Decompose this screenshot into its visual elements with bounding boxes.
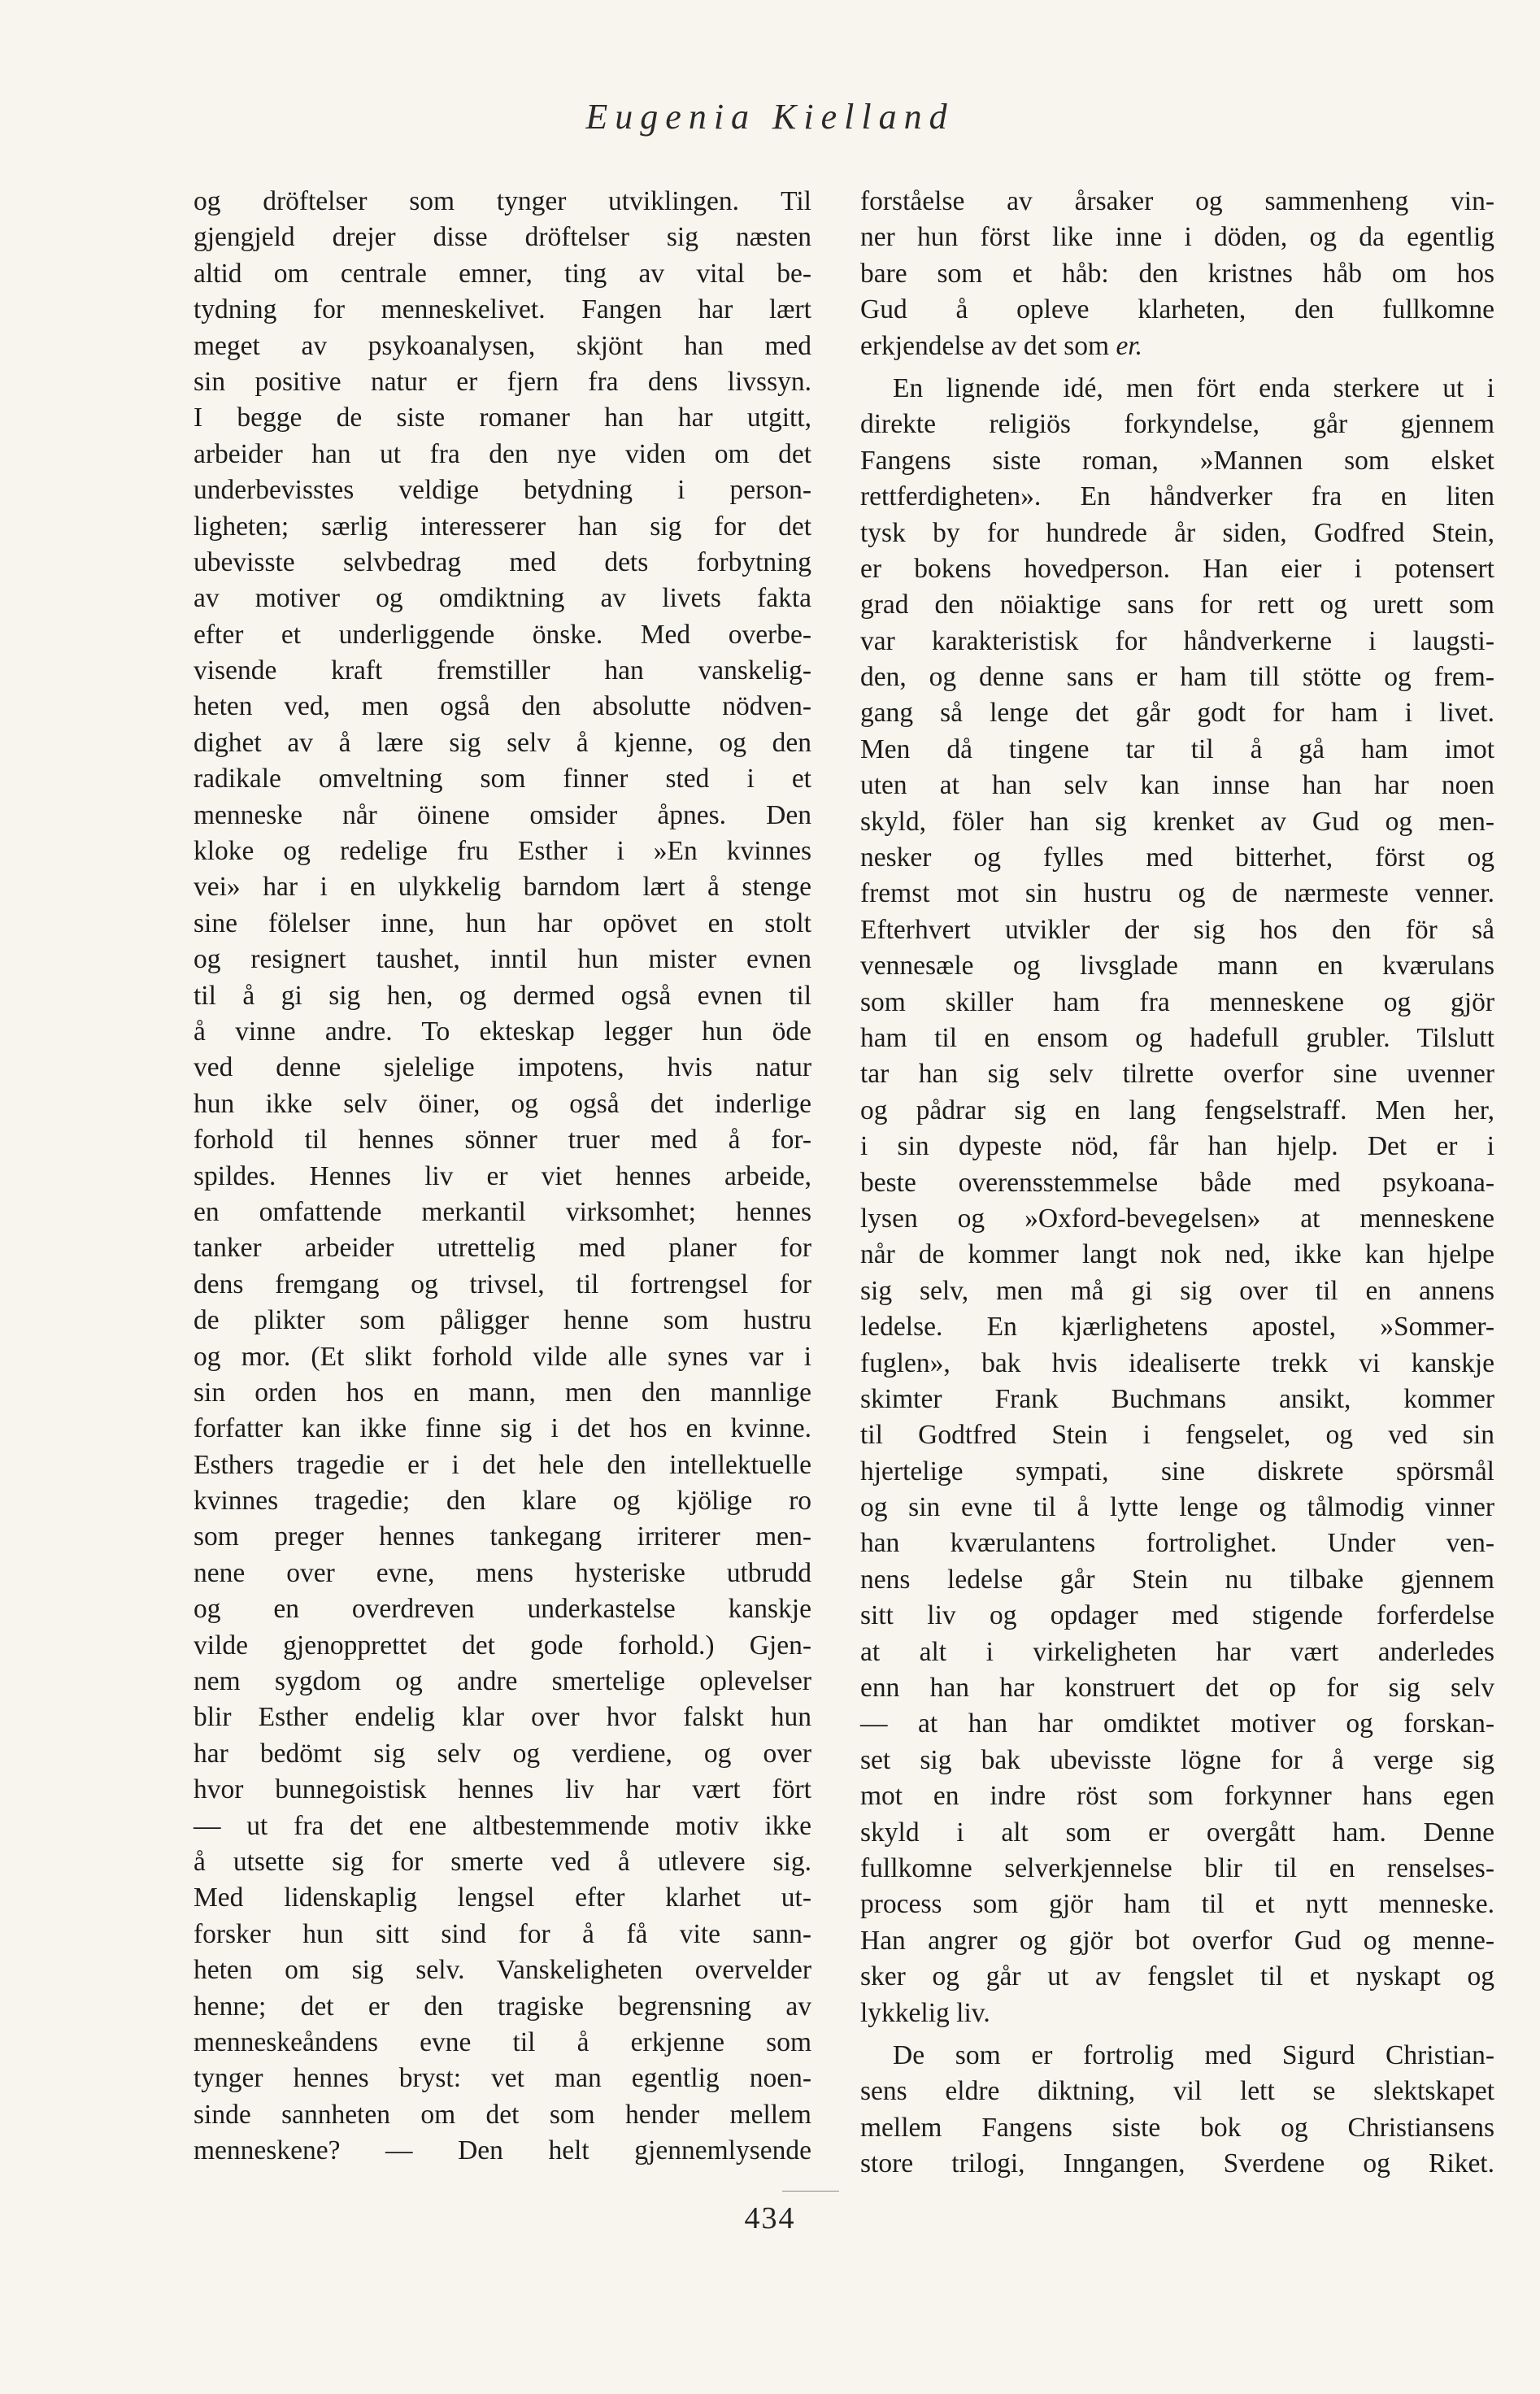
text-line: og dröftelser som tynger utviklingen. Til	[194, 186, 811, 216]
text-line: tysk by for hundrede år siden, Godfred Stein,	[860, 517, 1494, 548]
text-line: sine fölelser inne, hun har opövet en stolt	[194, 908, 811, 938]
text-line: sinde sannheten om det som hender mellem	[194, 2099, 811, 2130]
text-line: altid om centrale emner, ting av vital be-	[194, 258, 811, 289]
text-line: og sin evne til å lytte lenge og tålmodig vinner	[860, 1492, 1494, 1523]
emphasis: er.	[1116, 330, 1143, 361]
text-line: tanker arbeider utrettelig med planer for	[194, 1233, 811, 1264]
text-line: set sig bak ubevisste lögne for å verge sig	[860, 1744, 1494, 1775]
text-line: at alt i virkeligheten har vært anderledes	[860, 1636, 1494, 1667]
text-line: har bedömt sig selv og verdiene, og over	[194, 1738, 811, 1769]
text-line: Esthers tragedie er i det hele den intellektuelle	[194, 1449, 811, 1480]
text-line: vei» har i en ulykkelig barndom lært å stenge	[194, 872, 811, 903]
text-line: sin orden hos en mann, men den mannlige	[194, 1377, 811, 1408]
text-line: — at han har omdiktet motiver og forskan-	[860, 1708, 1494, 1739]
paragraph-gap	[860, 2031, 1494, 2038]
text-line: gang så lenge det går godt for ham i livet.	[860, 698, 1494, 729]
text-line: menneskene? — Den helt gjennemlysende	[194, 2135, 811, 2166]
text-line: meget av psykoanalysen, skjönt han med	[194, 330, 811, 361]
text-line: vilde gjenopprettet det gode forhold.) Gjen-	[194, 1630, 811, 1661]
text-line: menneske når öinene omsider åpnes. Den	[194, 799, 811, 830]
text-line: De som er fortrolig med Sigurd Christian-	[893, 2039, 1494, 2070]
text-line: Efterhvert utvikler der sig hos den för så	[860, 914, 1494, 945]
text-line: og en overdreven underkastelse kanskje	[194, 1594, 811, 1625]
left-column	[194, 184, 811, 2169]
running-header: Eugenia Kielland	[585, 97, 955, 137]
text-line: sig selv, men må gi sig over til en annens	[860, 1275, 1494, 1306]
text-line: var karakteristisk for håndverkerne i laugsti-	[860, 625, 1494, 656]
text-line: forfatter kan ikke finne sig i det hos en kvinne.	[194, 1413, 811, 1444]
text-line: av motiver og omdiktning av livets fakta	[194, 583, 811, 614]
text-line: som skiller ham fra menneskene og gjör	[860, 986, 1494, 1017]
text-line: — ut fra det ene altbestemmende motiv ikke	[194, 1810, 811, 1841]
right-column	[860, 184, 1494, 2182]
text-line: ved denne sjelelige impotens, hvis natur	[194, 1052, 811, 1083]
text-line: radikale omveltning som finner sted i et	[194, 764, 811, 794]
text-line: Fangens siste roman, »Mannen som elsket	[860, 445, 1494, 476]
text-line: til å gi sig hen, og dermed også evnen til	[194, 980, 811, 1011]
text-line: og mor. (Et slikt forhold vilde alle synes var i	[194, 1341, 811, 1372]
text-line: lysen og »Oxford-bevegelsen» at menneskene	[860, 1203, 1494, 1234]
text-line: i sin dypeste nöd, får han hjelp. Det er i	[860, 1131, 1494, 1162]
text-line: dens fremgang og trivsel, til fortrengsel for	[194, 1269, 811, 1299]
text-line: En lignende idé, men fört enda sterkere ut i	[893, 372, 1494, 403]
text-line: forhold til hennes sönner truer med å for-	[194, 1125, 811, 1156]
text-line: er bokens hovedperson. Han eier i potensert	[860, 553, 1494, 584]
text-line: heten ved, men også den absolutte nödven-	[194, 691, 811, 722]
text-line: hjertelige sympati, sine diskrete spörsmål	[860, 1456, 1494, 1486]
text-line: beste overensstemmelse både med psykoana-	[860, 1167, 1494, 1198]
text-line: tydning for menneskelivet. Fangen har lært	[194, 294, 811, 325]
text-line: sin positive natur er fjern fra dens livssyn.	[194, 366, 811, 397]
text-line: store trilogi, Inngangen, Sverdene og Riket.	[860, 2148, 1494, 2179]
page-number: 434	[744, 2201, 796, 2235]
text-line: gjengjeld drejer disse dröftelser sig næsten	[194, 222, 811, 253]
paragraph-gap	[860, 364, 1494, 371]
text-line: skimter Frank Buchmans ansikt, kommer	[860, 1383, 1494, 1414]
text-line: underbevisstes veldige betydning i person-	[194, 475, 811, 506]
text-line: vennesæle og livsglade mann en kværulans	[860, 951, 1494, 982]
text-line: ligheten; særlig interesserer han sig for det	[194, 511, 811, 542]
text-line: mellem Fangens siste bok og Christiansens	[860, 2112, 1494, 2143]
text-line: kvinnes tragedie; den klare og kjölige ro	[194, 1486, 811, 1517]
text-line: menneskeåndens evne til å erkjenne som	[194, 2026, 811, 2057]
paragraph	[860, 2038, 1494, 2183]
text-line: nesker og fylles med bitterhet, först og	[860, 842, 1494, 873]
paragraph	[860, 184, 1494, 329]
paragraph	[860, 371, 1494, 2031]
text-line: den, og denne sans er ham till stötte og frem-	[860, 662, 1494, 693]
text-line: ledelse. En kjærlighetens apostel, »Sommer-	[860, 1312, 1494, 1343]
text-line: lykkelig liv.	[860, 1997, 990, 2028]
text-line: som preger hennes tankegang irriterer men-	[194, 1521, 811, 1552]
text-line: de plikter som påligger henne som hustru	[194, 1305, 811, 1336]
text-line: visende kraft fremstiller han vanskelig-	[194, 655, 811, 686]
text-line: skyld i alt som er overgått ham. Denne	[860, 1817, 1494, 1848]
text-line: til Godtfred Stein i fengselet, og ved sin	[860, 1420, 1494, 1451]
text-line: heten om sig selv. Vanskeligheten overvelder	[194, 1955, 811, 1986]
text-line: efter et underliggende önske. Med overbe-	[194, 619, 811, 650]
text-line: fremst mot sin hustru og de nærmeste venner.	[860, 878, 1494, 909]
text-line: henne; det er den tragiske begrensning av	[194, 1991, 811, 2022]
text-line: ner hun först like inne i döden, og da egentlig	[860, 222, 1494, 253]
text-line: Med lidenskaplig lengsel efter klarhet ut-	[194, 1883, 811, 1913]
text-line: en omfattende merkantil virksomhet; hennes	[194, 1196, 811, 1227]
text-line: hvor bunnegoistisk hennes liv har vært fört	[194, 1774, 811, 1805]
text-line: bare som et håb: den kristnes håb om hos	[860, 258, 1494, 289]
footer-rule	[782, 2191, 839, 2192]
text-line: og pådrar sig en lang fengselstraff. Men her,	[860, 1095, 1494, 1125]
text-line: å utsette sig for smerte ved å utlevere sig.	[194, 1846, 811, 1877]
text-line: blir Esther endelig klar over hvor falskt hun	[194, 1702, 811, 1733]
text-line: nem sygdom og andre smertelige oplevelser	[194, 1666, 811, 1697]
text-line: uten at han selv kan innse han har noen	[860, 770, 1494, 801]
text-line: Han angrer og gjör bot overfor Gud og menne-	[860, 1925, 1494, 1956]
text-line: når de kommer langt nok ned, ikke kan hjelpe	[860, 1239, 1494, 1270]
text-line: forsker hun sitt sind for å få vite sann-	[194, 1918, 811, 1949]
text-line: skyld, föler han sig krenket av Gud og men-	[860, 806, 1494, 837]
text-line: og resignert taushet, inntil hun mister evnen	[194, 944, 811, 975]
text-line: sitt liv og opdager med stigende forferdelse	[860, 1600, 1494, 1631]
text-line: forståelse av årsaker og sammenheng vin-	[860, 186, 1494, 216]
text-line: å vinne andre. To ekteskap legger hun öde	[194, 1016, 811, 1047]
text-line: direkte religiös forkyndelse, går gjennem	[860, 409, 1494, 440]
text-line: hun ikke selv öiner, og også det inderlige	[194, 1088, 811, 1119]
text-line: nene over evne, mens hysteriske utbrudd	[194, 1557, 811, 1588]
text-line: Gud å opleve klarheten, den fullkomne	[860, 294, 1494, 325]
text-line: I begge de siste romaner han har utgitt,	[194, 403, 811, 433]
text-line: Men då tingene tar til å gå ham imot	[860, 733, 1494, 764]
text-line: fullkomne selverkjennelse blir til en renselses-	[860, 1852, 1494, 1883]
text-line: process som gjör ham til et nytt menneske.	[860, 1889, 1494, 1920]
text-line: rettferdigheten». En håndverker fra en liten	[860, 481, 1494, 512]
text-line: ubevisste selvbedrag med dets forbytning	[194, 546, 811, 577]
text-line: sker og går ut av fengslet til et nyskapt og	[860, 1961, 1494, 1992]
text-line: grad den nöiaktige sans for rett og urett som	[860, 590, 1494, 620]
text-line: tynger hennes bryst: vet man egentlig noen-	[194, 2063, 811, 2094]
text-line: dighet av å lære sig selv å kjenne, og den	[194, 727, 811, 758]
text-span: erkjendelse av det som	[860, 330, 1116, 361]
text-line: kloke og redelige fru Esther i »En kvinnes	[194, 836, 811, 867]
text-line: nens ledelse går Stein nu tilbake gjennem	[860, 1564, 1494, 1595]
text-line: arbeider han ut fra den nye viden om det	[194, 438, 811, 469]
text-line: han kværulantens fortrolighet. Under ven-	[860, 1528, 1494, 1559]
text-line	[860, 329, 1494, 364]
text-line: fuglen», bak hvis idealiserte trekk vi kanskje	[860, 1347, 1494, 1378]
text-line: tar han sig selv tilrette overfor sine uvenner	[860, 1059, 1494, 1090]
text-line: mot en indre röst som forkynner hans egen	[860, 1781, 1494, 1812]
text-line: spildes. Hennes liv er viet hennes arbeide,	[194, 1160, 811, 1191]
text-line: sens eldre diktning, vil lett se slektskapet	[860, 2076, 1494, 2107]
text-line: enn han har konstruert det op for sig selv	[860, 1673, 1494, 1704]
text-line: ham til en ensom og hadefull grubler. Tilslutt	[860, 1022, 1494, 1053]
